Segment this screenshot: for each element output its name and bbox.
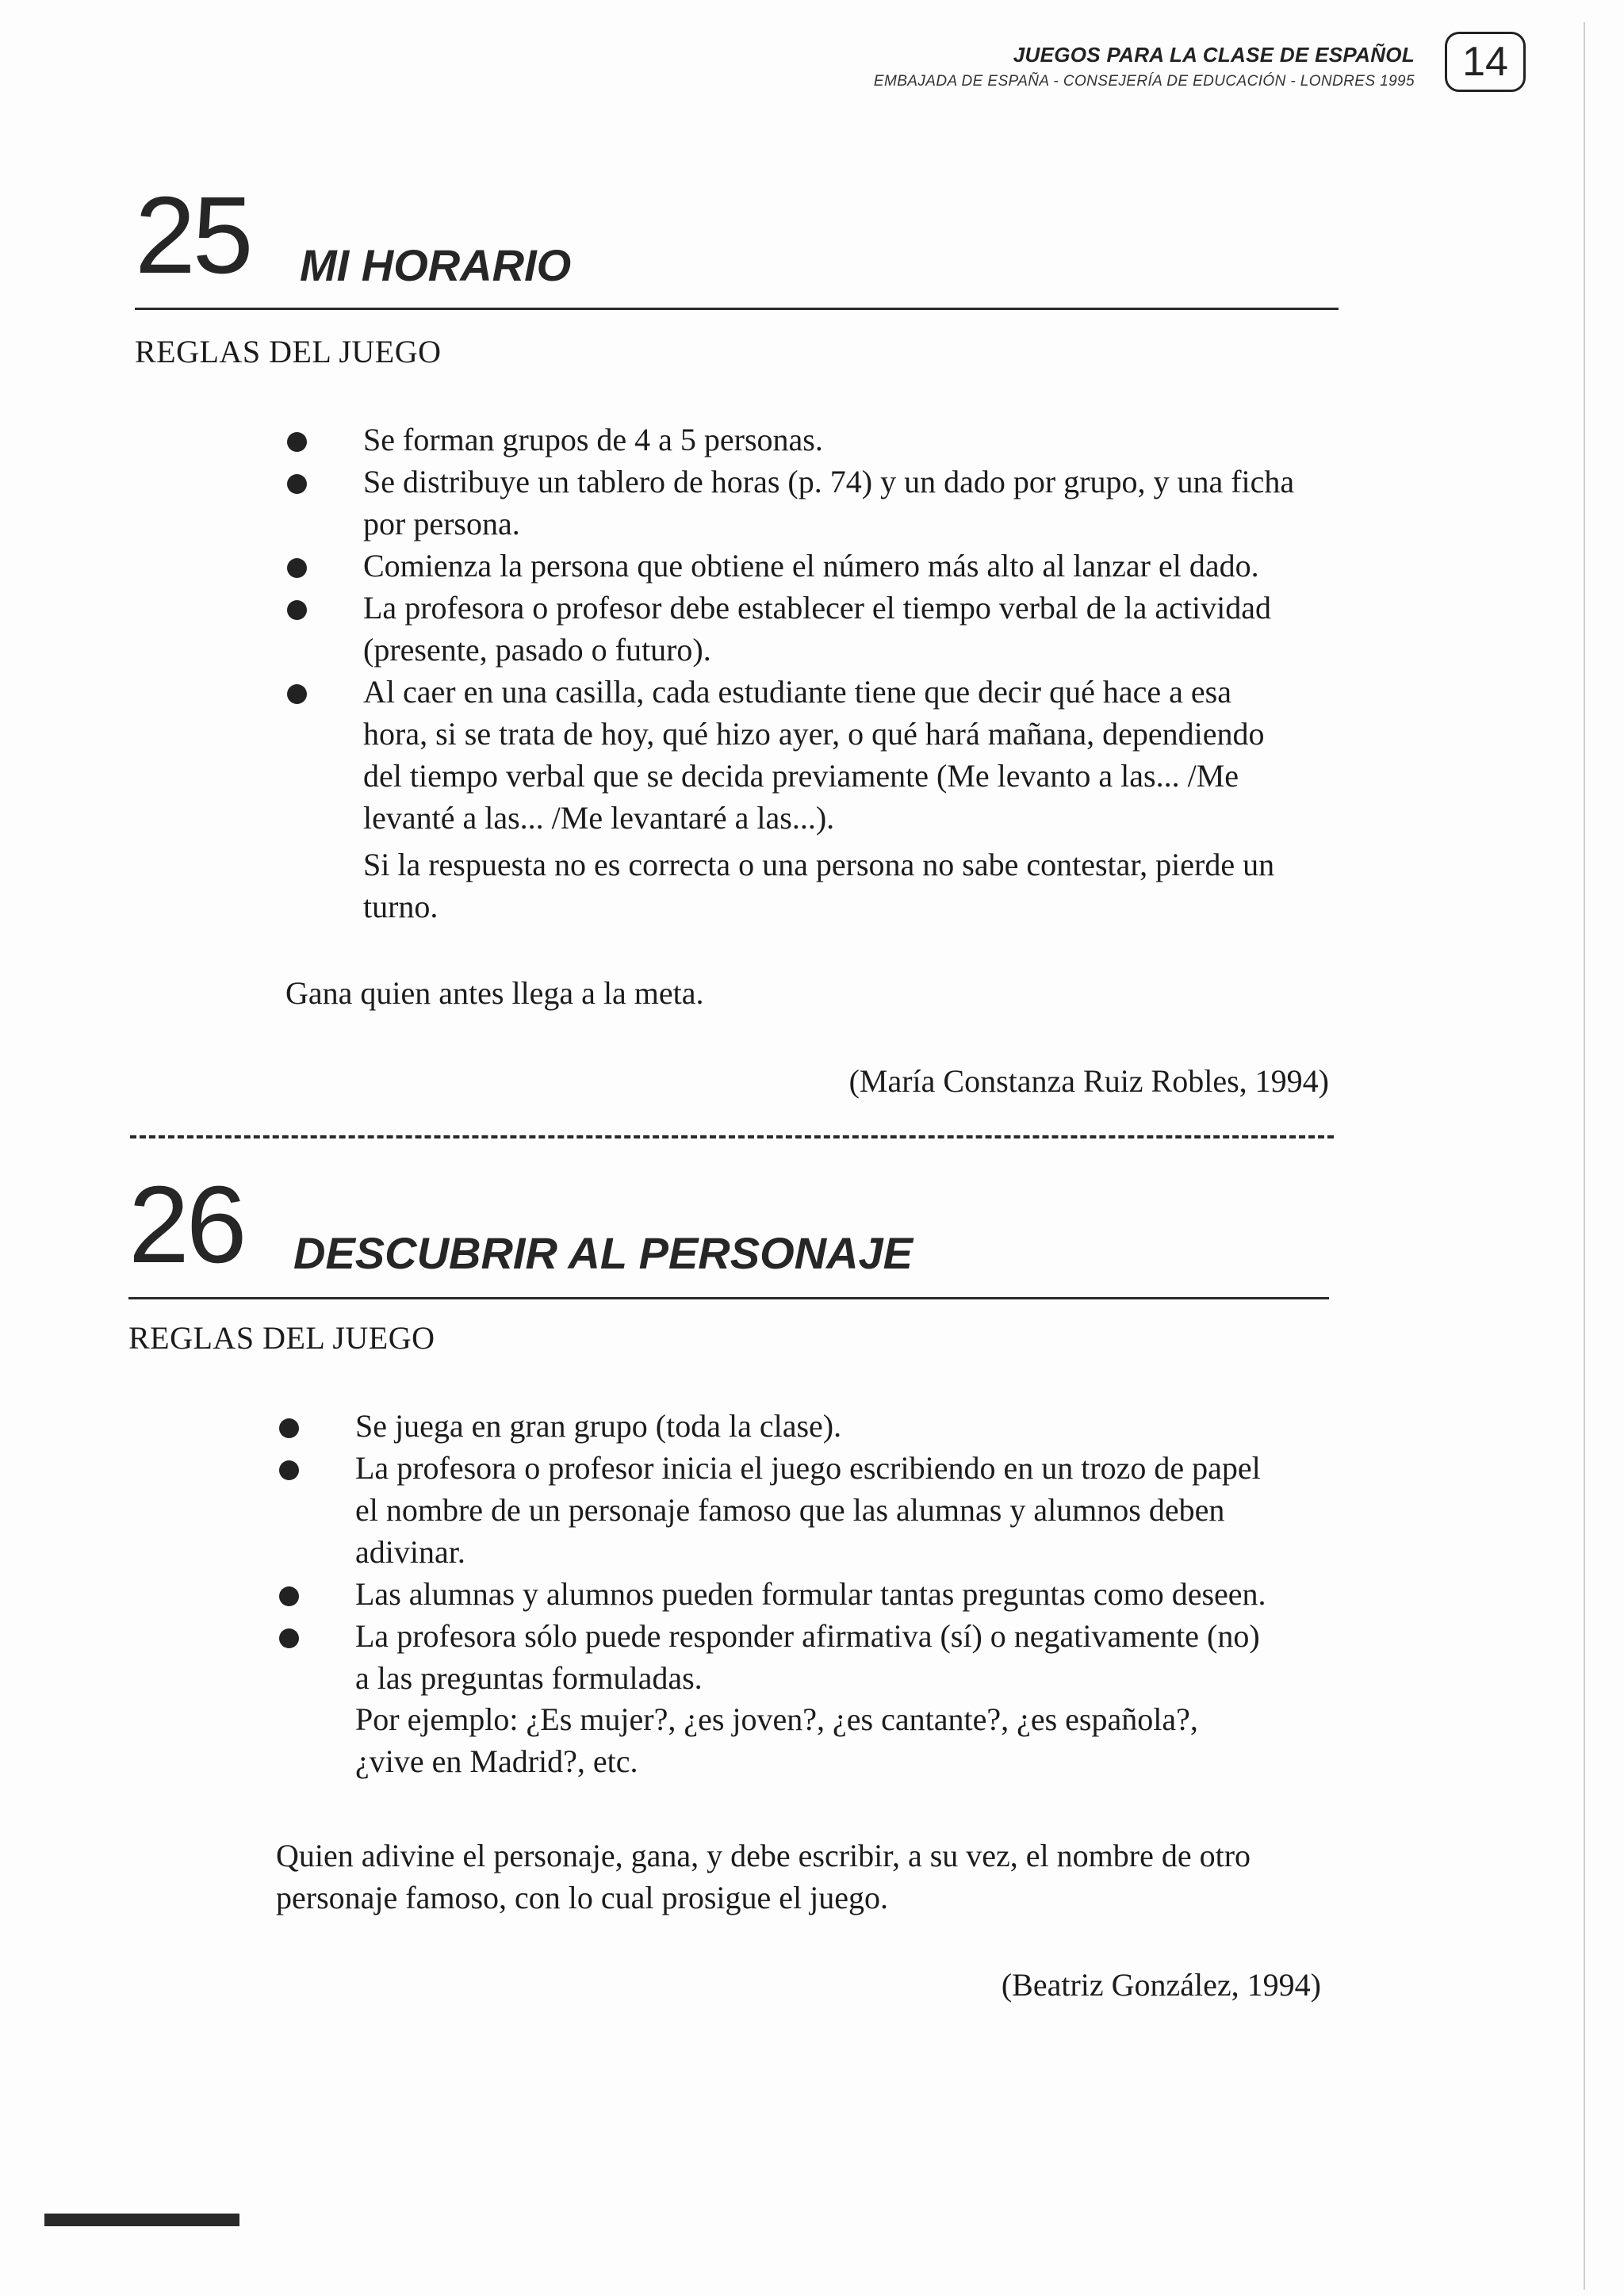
bullet-icon [287,684,307,704]
page-number-badge [1445,32,1526,92]
page-edge-line [1584,22,1585,2290]
bullet-icon [287,600,307,620]
section-divider [130,1135,1334,1138]
list-item: Se forman grupos de 4 a 5 personas. [287,419,1350,461]
bullet-icon [287,558,307,578]
rules-label: REGLAS DEL JUEGO [135,334,442,369]
bullet-icon [279,1460,299,1480]
bullet-icon [279,1628,299,1648]
section-rule [128,1297,1329,1299]
section-rule [135,308,1339,310]
bullet-icon [279,1586,299,1606]
bullet-icon [287,474,307,494]
list-item: Al caer en una casilla, cada estudiante tiene que decir qué hace a esa hora, si se trata de hoy, qué hizo ayer, o qué hará mañana, dependiendo del tiempo verbal que se decida previamente (Me levanto a las... /Me levanté a las... /Me levantaré a las...). [287,671,1350,839]
section-title: MI HORARIO [300,240,572,290]
list-item: La profesora o profesor debe establecer el tiempo verbal de la actividad (presente, pasado o futuro). [287,587,1350,671]
author-credit: (María Constanza Ruiz Robles, 1994) [848,1063,1329,1099]
bullet-icon [279,1418,299,1438]
rules-list [279,1405,1342,1699]
page-number: 14 [1462,39,1508,85]
bullet-continuation: Si la respuesta no es correcta o una persona no sabe contestar, pierde un turno. [363,847,1275,924]
running-header-title: JUEGOS PARA LA CLASE DE ESPAÑOL [1013,43,1415,67]
section-title: DESCUBRIR AL PERSONAJE [293,1228,914,1278]
rules-list [287,419,1350,839]
rules-label: REGLAS DEL JUEGO [128,1320,435,1356]
list-item: Las alumnas y alumnos pueden formular tantas preguntas como deseen. [279,1573,1342,1615]
bullet-icon [287,432,307,452]
footer-bar [44,2214,239,2226]
closing-text: Gana quien antes llega a la meta. [285,975,704,1011]
author-credit: (Beatriz González, 1994) [1001,1967,1321,2003]
running-header-subtitle: EMBAJADA DE ESPAÑA - CONSEJERÍA DE EDUCACIÓN - LONDRES 1995 [873,73,1415,90]
list-item: Se distribuye un tablero de horas (p. 74) y un dado por grupo, y una ficha por persona. [287,461,1350,545]
list-item: La profesora sólo puede responder afirmativa (sí) o negativamente (no) a las preguntas formuladas. [279,1615,1342,1699]
list-item: Comienza la persona que obtiene el número más alto al lanzar el dado. [287,545,1350,587]
section-number: 26 [128,1164,244,1286]
bullet-continuation: Por ejemplo: ¿Es mujer?, ¿es joven?, ¿es cantante?, ¿es española?, ¿vive en Madrid?, etc. [355,1701,1198,1779]
list-item: La profesora o profesor inicia el juego escribiendo en un trozo de papel el nombre de un personaje famoso que las alumnas y alumnos deben adivinar. [279,1447,1342,1573]
section-number: 25 [135,174,251,297]
list-item: Se juega en gran grupo (toda la clase). [279,1405,1342,1447]
closing-text: Quien adivine el personaje, gana, y debe escribir, a su vez, el nombre de otro personaje famoso, con lo cual prosigue el juego. [276,1838,1251,1915]
